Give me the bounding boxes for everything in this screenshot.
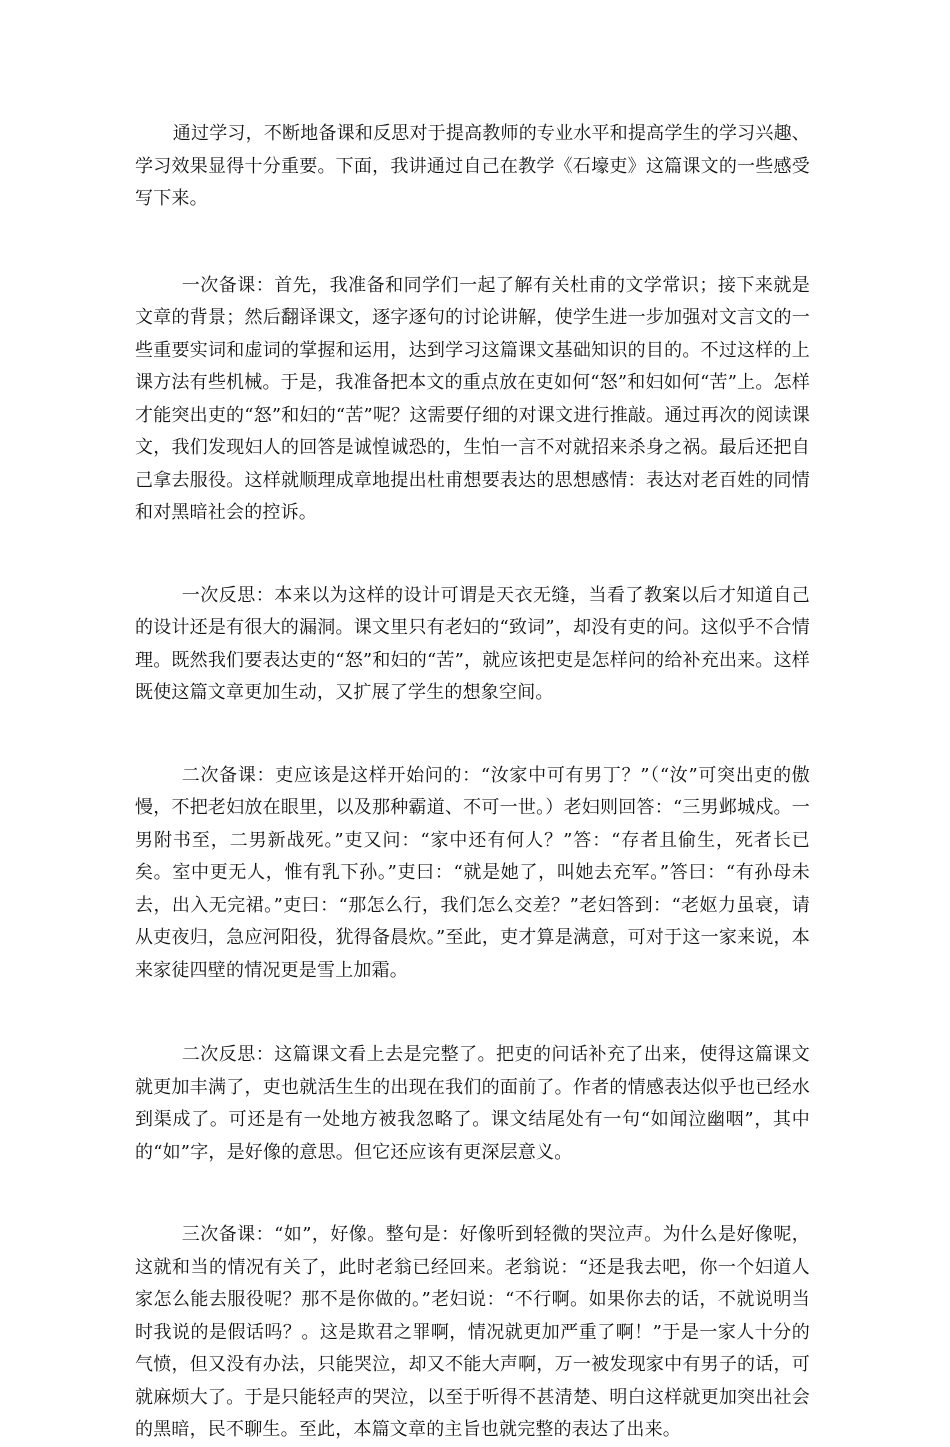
paragraph-second-reflection: 二次反思：这篇课文看上去是完整了。把吏的问话补充了出来，使得这篇课文就更加丰满了，吏也就活生生的出现在我们的面前了。作者的情感表达似乎也已经水到渠成了。可还是有一处地方被我忽略了。课文结尾处有一句“如闻泣幽咽”，其中的“如”字，是好像的意思。但它还应该有更深层意义。 [135, 1044, 810, 1163]
paragraph-first-reflection: 一次反思：本来以为这样的设计可谓是天衣无缝，当看了教案以后才知道自己的设计还是有很大的漏洞。课文里只有老妇的“致词”，却没有吏的问。这似乎不合情理。既然我们要表达吏的“怒”和妇的“苦”，就应该把吏是怎样问的给补充出来。这样既使这篇文章更加生动，又扩展了学生的想象空间。 [135, 584, 810, 703]
paragraph-intro: 通过学习，不断地备课和反思对于提高教师的专业水平和提高学生的学习兴趣、学习效果显得十分重要。下面，我讲通过自己在教学《石壕吏》这篇课文的一些感受写下来。 [135, 123, 810, 209]
paragraph-first-preparation: 一次备课：首先，我准备和同学们一起了解有关杜甫的文学常识；接下来就是文章的背景；然后翻译课文，逐字逐句的讨论讲解，使学生进一步加强对文言文的一些重要实词和虚词的掌握和运用，达到学习这篇课文基础知识的目的。不过这样的上课方法有些机械。于是，我准备把本文的重点放在吏如何“怒”和妇如何“苦”上。怎样才能突出吏的“怒”和妇的“苦”呢？这需要仔细的对课文进行推敲。通过再次的阅读课文，我们发现妇人的回答是诚惶诚恐的，生怕一言不对就招来杀身之祸。最后还把自己拿去服役。这样就顺理成章地提出杜甫想要表达的思想感情：表达对老百姓的同情和对黑暗社会的控诉。 [135, 274, 810, 523]
paragraph-third-preparation: 三次备课：“如”，好像。整句是：好像听到轻微的哭泣声。为什么是好像呢，这就和当的情况有关了，此时老翁已经回来。老翁说：“还是我去吧，你一个妇道人家怎么能去服役呢？那不是你做的。”老妇说：“不行啊。如果你去的话，不就说明当时我说的是假话吗？。这是欺君之罪啊，情况就更加严重了啊！”于是一家人十分的气愤，但又没有办法，只能哭泣，却又不能大声啊，万一被发现家中有男子的话，可就麻烦大了。于是只能轻声的哭泣，以至于听得不甚清楚、明白这样就更加突出社会的黑暗，民不聊生。至此，本篇文章的主旨也就完整的表达了出来。 [135, 1224, 810, 1440]
paragraph-spacer [135, 710, 810, 760]
paragraph-spacer [135, 987, 810, 1039]
paragraph-second-preparation: 二次备课：吏应该是这样开始问的：“汝家中可有男丁？”（“汝”可突出吏的傲慢，不把老妇放在眼里，以及那种霸道、不可一世。）老妇则回答：“三男邺城戍。一男附书至，二男新战死。”吏又问：“家中还有何人？”答：“存者且偷生，死者长已矣。室中更无人，惟有乳下孙。”吏曰：“就是她了，叫她去充军。”答曰：“有孙母未去，出入无完裙。”吏曰：“那怎么行，我们怎么交差？”老妇答到：“老妪力虽衰，请从吏夜归，急应河阳役，犹得备晨炊。”至此，吏才算是满意，可对于这一家来说，本来家徒四壁的情况更是雪上加霜。 [135, 764, 810, 981]
paragraph-spacer [135, 1169, 810, 1219]
paragraph-spacer [135, 216, 810, 270]
document-body [135, 118, 810, 1447]
paragraph-spacer [135, 530, 810, 580]
